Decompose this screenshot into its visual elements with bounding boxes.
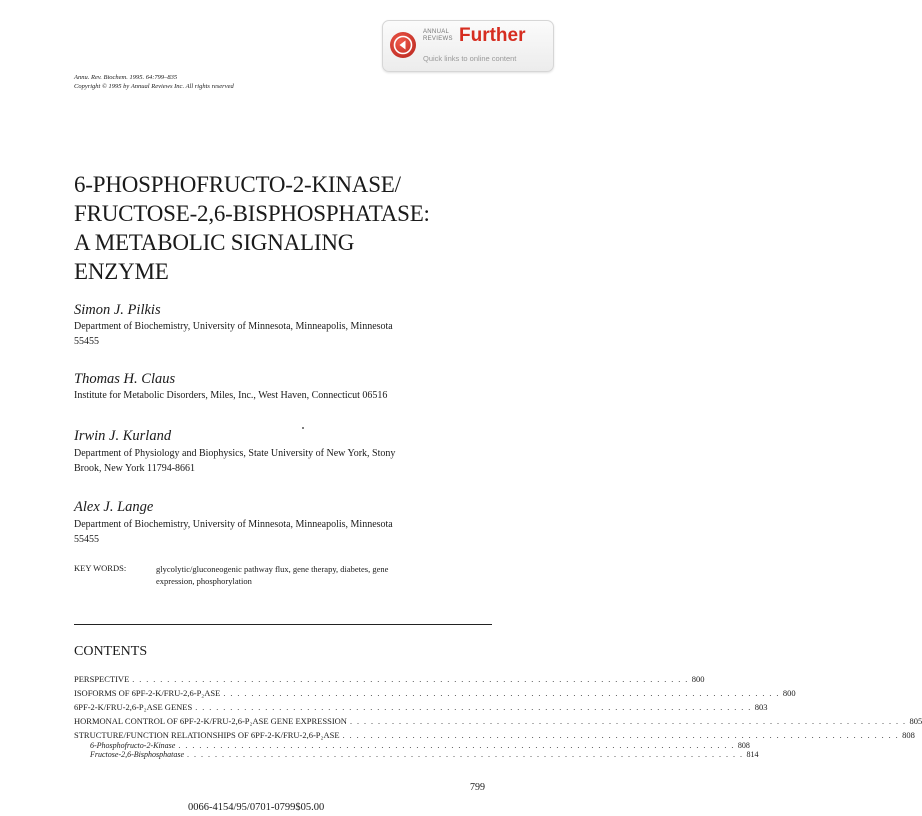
- author-name: Thomas H. Claus: [74, 371, 176, 387]
- author-affiliation: [74, 319, 484, 349]
- toc-entry-title: PERSPECTIVE: [74, 674, 130, 684]
- toc-leader-dots: . . . . . . . . . . . . . . . . . . . . . . . . . . . . . . . . . . . . . . . . . . . . . . . . . . . . . . . . . . . . . . . . . . . . . . . . . . . . . . . .: [195, 703, 752, 712]
- affiliation-line: Department of Biochemistry, University of Minnesota, Minneapolis, Minnesota: [74, 321, 393, 332]
- copyright-line: Copyright © 1995 by Annual Reviews Inc. All rights reserved: [74, 83, 234, 90]
- toc-leader-dots: . . . . . . . . . . . . . . . . . . . . . . . . . . . . . . . . . . . . . . . . . . . . . . . . . . . . . . . . . . . . . . . . . . . . . . . . . . . . . . . .: [342, 731, 900, 740]
- journal-citation: [74, 73, 234, 91]
- copyright-code: 0066-4154/95/0701-0799$05.00: [188, 802, 325, 813]
- affiliation-line: Brook, New York 11794-8661: [74, 463, 196, 474]
- badge-annual-text: ANNUAL: [423, 29, 450, 35]
- toc-leader-dots: . . . . . . . . . . . . . . . . . . . . . . . . . . . . . . . . . . . . . . . . . . . . . . . . . . . . . . . . . . . . . . . . . . . . . . . . . . . . . . . .: [187, 749, 744, 759]
- affiliation-line: Institute for Metabolic Disorders, Miles, Inc., West Haven, Connecticut 06516: [74, 390, 388, 401]
- title-line: 6-PHOSPHOFRUCTO-2-KINASE/: [74, 172, 401, 197]
- toc-entry-page: 800: [691, 674, 705, 684]
- keywords-line: glycolytic/gluconeogenic pathway flux, gene therapy, diabetes, gene: [156, 564, 389, 574]
- page-number: 799: [470, 782, 485, 793]
- title-line: ENZYME: [74, 259, 169, 284]
- badge-tagline: Quick links to online content: [423, 54, 517, 63]
- toc-entry[interactable]: [74, 674, 705, 685]
- author-name: Simon J. Pilkis: [74, 302, 161, 318]
- affiliation-line: Department of Physiology and Biophysics, State University of New York, Stony: [74, 448, 396, 459]
- toc-subentry[interactable]: [74, 749, 759, 759]
- toc-entry[interactable]: [74, 702, 768, 713]
- author-affiliation: [74, 388, 484, 403]
- toc-entry-title: 6PF-2-K/FRU-2,6-P₂ASE GENES: [74, 702, 193, 712]
- toc-entry[interactable]: [74, 730, 915, 741]
- toc-leader-dots: . . . . . . . . . . . . . . . . . . . . . . . . . . . . . . . . . . . . . . . . . . . . . . . . . . . . . . . . . . . . . . . . . . . . . . . . . . . . . . . .: [178, 740, 735, 750]
- citation-line: Annu. Rev. Biochem. 1995. 64:799–835: [74, 74, 178, 81]
- toc-entry-title: 6-Phosphofructo-2-Kinase: [90, 740, 176, 750]
- scan-speck: [302, 427, 304, 429]
- toc-entry-page: 805: [909, 716, 922, 726]
- toc-leader-dots: . . . . . . . . . . . . . . . . . . . . . . . . . . . . . . . . . . . . . . . . . . . . . . . . . . . . . . . . . . . . . . . . . . . . . . . . . . . . . . . .: [132, 675, 689, 684]
- author-name: Alex J. Lange: [74, 499, 154, 515]
- toc-entry-title: STRUCTURE/FUNCTION RELATIONSHIPS OF 6PF-2-K/FRU-2,6-P₂ASE: [74, 730, 340, 740]
- contents-heading: CONTENTS: [74, 644, 148, 659]
- toc-entry[interactable]: [74, 688, 796, 699]
- table-of-contents: [74, 674, 922, 759]
- keywords-line: expression, phosphorylation: [156, 576, 252, 586]
- affiliation-line: Department of Biochemistry, University of Minnesota, Minneapolis, Minnesota: [74, 519, 393, 530]
- badge-reviews-text: REVIEWS: [423, 36, 453, 42]
- toc-entry-page: 814: [746, 749, 759, 759]
- section-divider: [74, 624, 492, 625]
- toc-entry-title: ISOFORMS OF 6PF-2-K/FRU-2,6-P₂ASE: [74, 688, 221, 698]
- author-name: Irwin J. Kurland: [74, 428, 172, 444]
- toc-entry-title: HORMONAL CONTROL OF 6PF-2-K/FRU-2,6-P₂ASE GENE EXPRESSION: [74, 716, 347, 726]
- toc-leader-dots: . . . . . . . . . . . . . . . . . . . . . . . . . . . . . . . . . . . . . . . . . . . . . . . . . . . . . . . . . . . . . . . . . . . . . . . . . . . . . . . .: [223, 689, 780, 698]
- toc-entry-title: Fructose-2,6-Bisphosphatase: [90, 749, 184, 759]
- keywords-text: [156, 563, 456, 587]
- affiliation-line: 55455: [74, 336, 99, 347]
- title-line: FRUCTOSE-2,6-BISPHOSPHATASE:: [74, 201, 430, 226]
- keywords-label: KEY WORDS:: [74, 563, 127, 573]
- toc-entry[interactable]: [74, 716, 922, 727]
- toc-entry-page: 800: [782, 688, 796, 698]
- affiliation-line: 55455: [74, 534, 99, 545]
- author-affiliation: [74, 517, 484, 547]
- article-title: [74, 170, 494, 286]
- toc-entry-page: 803: [754, 702, 768, 712]
- toc-entry-page: 808: [737, 740, 750, 750]
- toc-leader-dots: . . . . . . . . . . . . . . . . . . . . . . . . . . . . . . . . . . . . . . . . . . . . . . . . . . . . . . . . . . . . . . . . . . . . . . . . . . . . . . . .: [349, 717, 907, 726]
- play-arrow-icon[interactable]: [390, 32, 416, 58]
- badge-further-label: Further: [459, 25, 526, 46]
- title-line: A METABOLIC SIGNALING: [74, 230, 355, 255]
- toc-subentry[interactable]: [74, 740, 750, 750]
- author-affiliation: [74, 446, 484, 476]
- badge-annual-reviews-label: [423, 29, 453, 43]
- toc-entry-page: 808: [902, 730, 915, 740]
- further-badge[interactable]: [382, 20, 554, 72]
